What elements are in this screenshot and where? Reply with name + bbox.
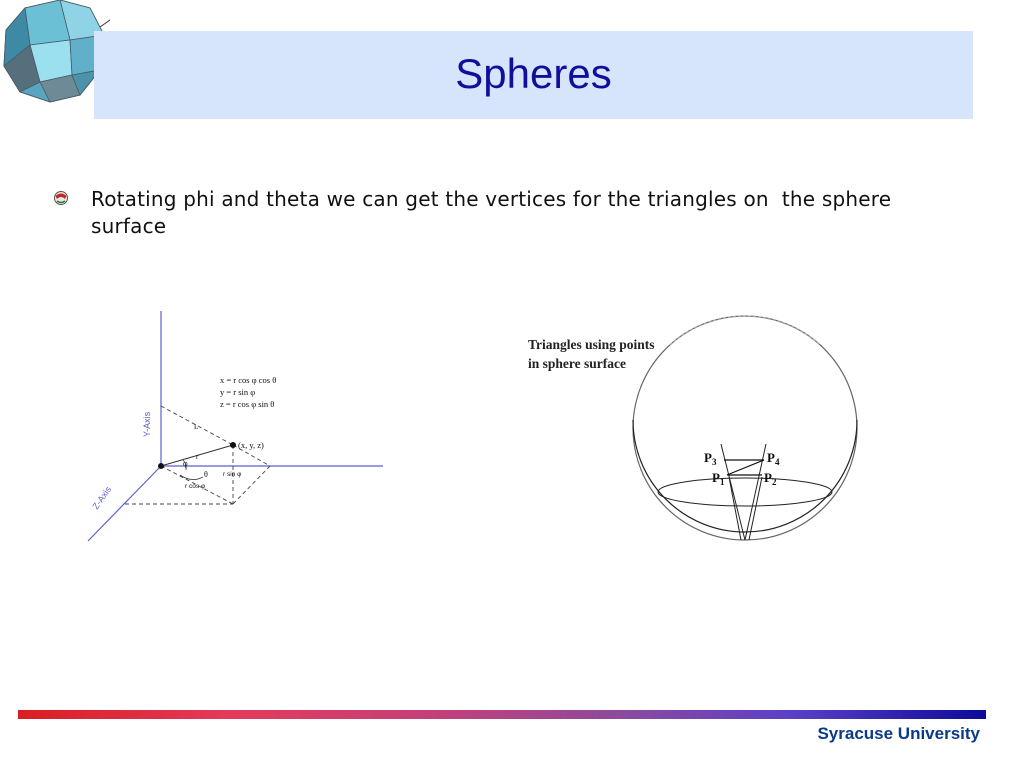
equator-ellipse [658,478,832,506]
caption-line-2: in sphere surface [528,356,626,371]
rcos-label: r cos φ [185,483,206,490]
z-axis-label: Z-Axis [90,484,114,512]
title-banner [94,31,973,119]
equation-z: z = r cos φ sin θ [220,399,275,409]
theta-label: θ [204,470,208,479]
equation-y: y = r sin φ [220,387,256,397]
footer-gradient-bar [18,710,986,719]
l-label: L [194,423,199,431]
y-axis-label: Y-Axis [142,411,152,437]
rsin-label: r sin φ [223,471,242,478]
sphere-triangles-diagram [520,310,865,550]
spherical-coordinates-diagram [80,300,400,550]
origin-point [158,463,164,469]
p2-label: $P_2$ [764,470,777,487]
equation-x: x = r cos φ cos θ [220,375,277,385]
xyz-point [230,442,236,448]
p1-label: $P_1$ [712,470,725,487]
bullet-text: Rotating phi and theta we can get the vertices for the triangles on the sphere surface [91,187,898,238]
footer-university-name: Syracuse University [817,724,980,743]
caption-line-1: Triangles using points [528,337,655,352]
r-label: r [196,453,199,461]
p4-label: $P_4$ [767,450,780,467]
point-label: (x, y, z) [238,440,264,450]
p3-label: $P_3$ [704,450,717,467]
phi-label: φ [183,459,188,468]
bullet-ball-icon [53,190,69,206]
slide-title: Spheres [455,50,612,97]
